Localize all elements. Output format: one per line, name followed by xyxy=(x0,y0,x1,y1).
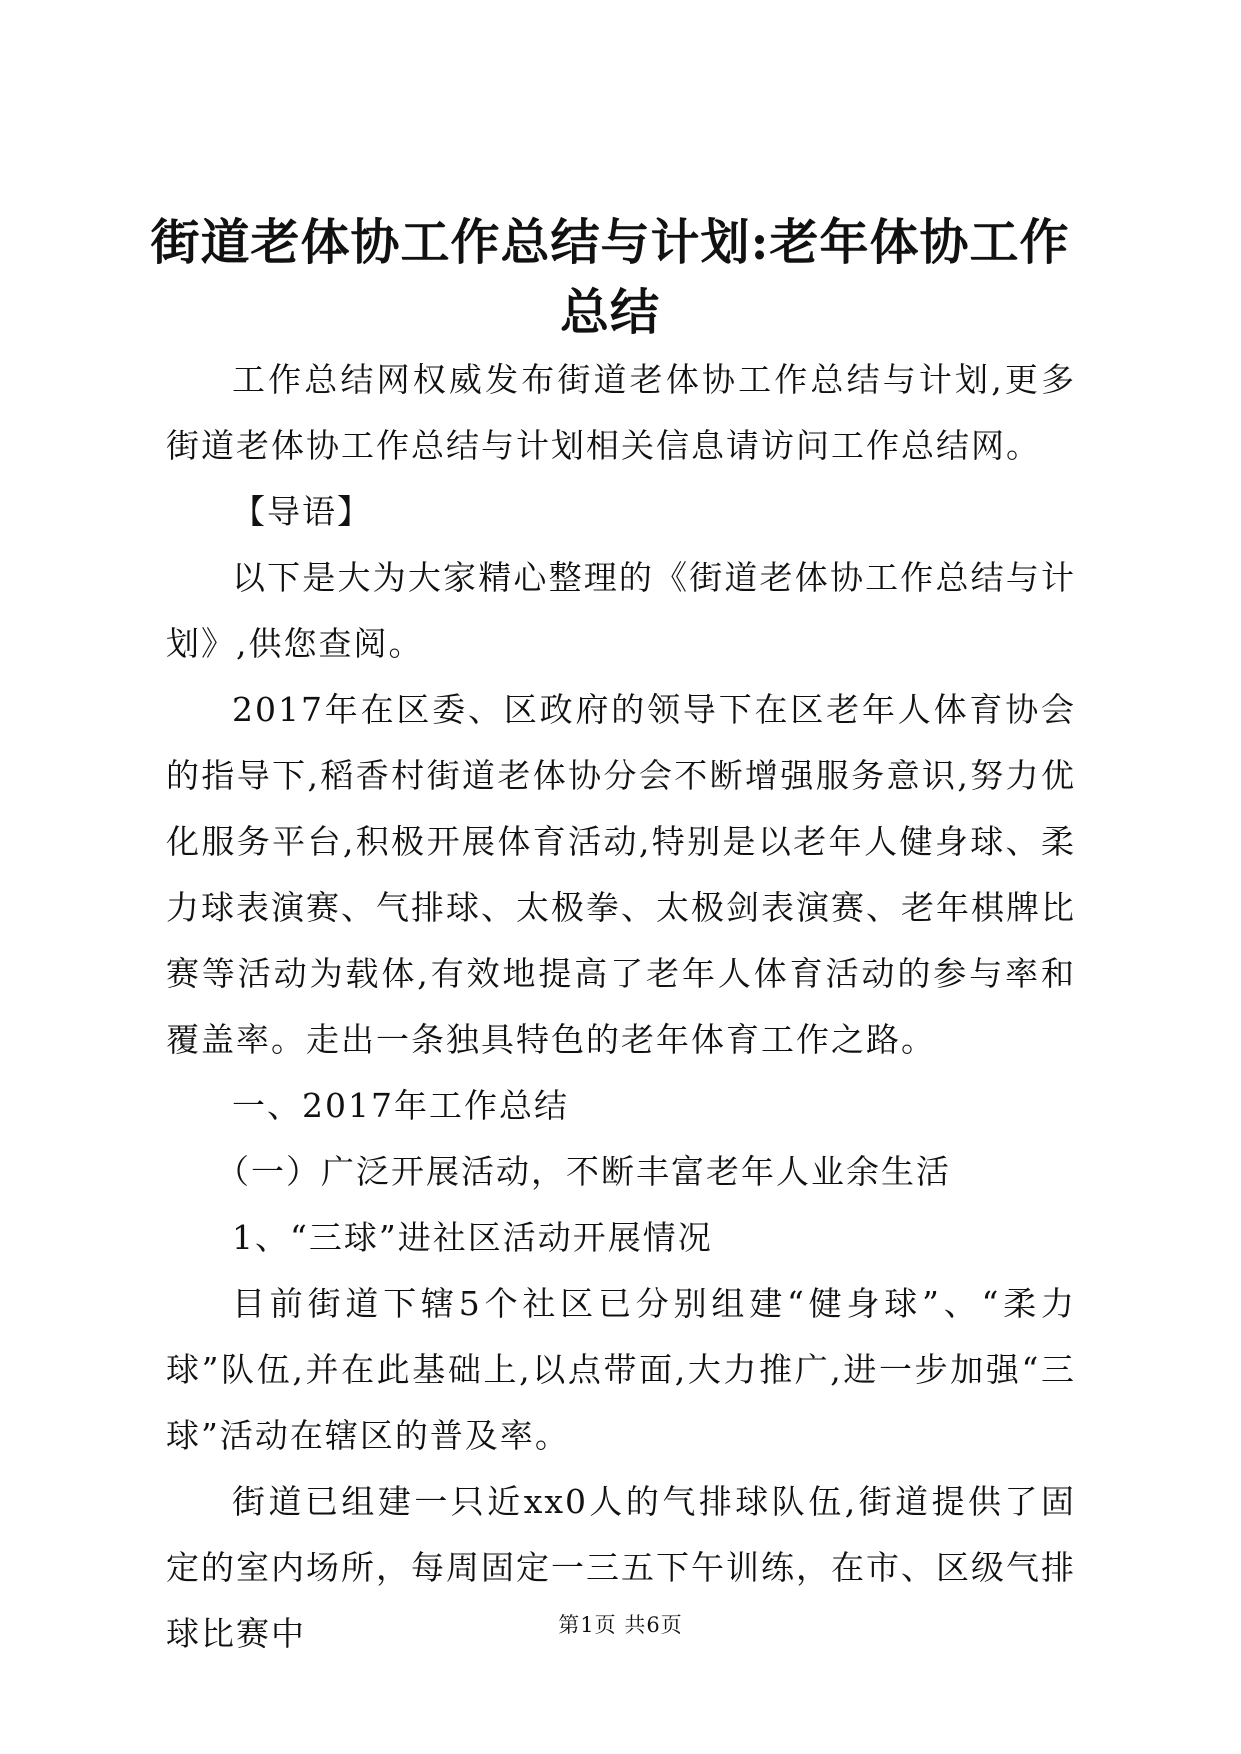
paragraph-intro: 工作总结网权威发布街道老体协工作总结与计划,更多街道老体协工作总结与计划相关信息请访问工作总结网。 xyxy=(166,360,1076,465)
item-heading-1: 1、“三球”进社区活动开展情况 xyxy=(232,1218,713,1257)
paragraph-lead-heading: 【导语】 xyxy=(232,492,372,531)
document-title: 街道老体协工作总结与计划:老年体协工作总结 xyxy=(150,213,1070,341)
document-body xyxy=(166,347,1076,1667)
subsection-heading-1: （一）广泛开展活动，不断丰富老年人业余生活 xyxy=(216,1152,951,1191)
section-heading-1: 一、2017年工作总结 xyxy=(232,1086,569,1125)
paragraph-overview: 2017年在区委、区政府的领导下在区老年人体育协会的指导下,稻香村街道老体协分会不断增强服务意识,努力优化服务平台,积极开展体育活动,特别是以老年人健身球、柔力球表演赛、气排球、太极拳、太极剑表演赛、老年棋牌比赛等活动为载体,有效地提高了老年人体育活动的参与率和覆盖率。走出一条独具特色的老年体育工作之路。 xyxy=(166,690,1076,1059)
page-number: 第1页 共6页 xyxy=(558,1613,683,1637)
paragraph-lead: 以下是大为大家精心整理的《街道老体协工作总结与计划》,供您查阅。 xyxy=(166,558,1076,663)
paragraph-three-balls: 目前街道下辖5个社区已分别组建“健身球”、“柔力球”队伍,并在此基础上,以点带面,大力推广,进一步加强“三球”活动在辖区的普及率。 xyxy=(166,1284,1076,1455)
paragraph-volleyball: 街道已组建一只近xx0人的气排球队伍,街道提供了固定的室内场所，每周固定一三五下午训练，在市、区级气排球比赛中 xyxy=(166,1482,1076,1653)
